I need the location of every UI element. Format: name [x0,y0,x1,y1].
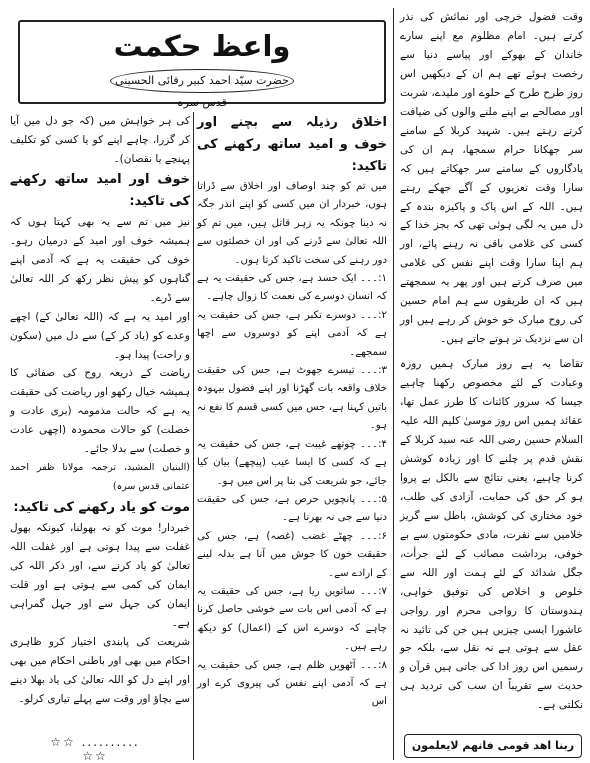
section-heading-death: موت کو یاد رکھنے کی تاکید: [13,500,190,516]
right-paragraph-2: تقاضا یہ ہے روز مبارک ہمیں روزہ وعبادت کے لئے مخصوص رکھنا چاہیے جیسا کہ سرور کائنات کا طرز عمل تھا، عقائد ہمیں اس روز موسیٰ کلیم اللہ علیہ السلام حسین رضی اللہ عنہ سید کربلا کے نقش قدم پر چلنے کا اور زیادہ کوشش کرنا چاہیے، یعنی نتائج سے بالکل بے پروا ہو کر حق کی حمایت، آزادی کی طلب، خود مختاری کی کوشش، باطل سے گریز خلامیں سے نفرت، مادی حکومتوں سے بے خوفی، برداشت مصائب کے لئے جرأت، جگل شدائد کے لئے ہمت اور اللہ سے خلوص و اخلاص کی توفیق خواہی، ہندوستان کا رواجی محرم اور رواجی عاشورا ایسی چیزیں ہیں جن کی تائید نہ عقل سے ہوتی ہے نہ نقل سے، بلکہ جو رسمیں اس روز ادا کی جاتی ہیں قرآن و حدیث سے تقریباً ان سب کی تردید ہی نکلتی ہے۔ [400,358,583,712]
left-paragraph: ریاضت کے ذریعہ روح کی صفائی کا ہمیشہ خیال رکھو اور ریاضت کی حقیقت یہ ہے کہ حالت مذمومہ (بری عادت و خصلت) کو حالات محمودہ (اچھی عادت و خصلت) سے بدلا جائے۔ [10,367,190,456]
right-paragraph-1: وقت فضول خرچی اور نمائش کی نذر کرتے ہیں۔ امام مظلوم مع اپنے سارے خاندان کے بھوکے اور پیاسے دنیا سے رخصت ہوئے تھے ہم ان کے دیکھیں اس روز طرح طرح کے حلوے اور ملیدے، شربت اور مصالحے بے اپنے ملنے والوں کی ضیافت کرتے رہتے ہیں۔ شہید کربلا کے سامنے سر جھکانا حرام سمجھا، ہم ان کی یادگاروں کے سامنے سر جھکاتے ہیں کہ سارا وقت تعزیوں کے آگے جھکے رہتے ہیں۔ اللہ کے اس پاک و پاکیزہ بندہ کے دل میں یہ لگی ہوئی تھی کہ بجز خدا کے کسی کی غلامی باقی نہ رہنے پائے، اور ہم اپنا سارا وقت اپنے نفس کی غلامی میں صرف کرتے ہیں اور پھر یہ سمجھتے ہیں کہ ان طریقوں سے ہم امام حسین کی روح مبارک خو خوش کر رہے ہیں اور ان سے نزدیک تر ہوتے جاتے ہیں۔ [400,11,583,346]
list-item: ۱:۔۔۔ ایک حسد ہے، جس کی حقیقت یہ ہے کہ انسان دوسرے کی نعمت کا زوال چاہے۔ [197,273,387,303]
left-paragraph: نیز میں تم سے یہ بھی کہتا ہوں کہ ہمیشہ خوف اور امید کے درمیان رہو۔ خوف کی حقیقت یہ ہے کہ آدمی اپنے گناہوں کو پیش نظر رکھ کر اللہ تعالیٰ سے ڈرے۔ [10,215,190,304]
list-item: ۲:۔۔۔ دوسرے تکبر ہے، جس کی حقیقت یہ ہے کہ آدمی اپنے کو دوسروں سے اچھا سمجھے۔ [197,309,387,358]
left-paragraph-continuation: کی ہر خواہش میں (کہ جو دل میں آیا کر گزرا، چاہے اپنے کو یا کسی کو تکلیف پہنچے یا نقصان)۔ [10,115,190,165]
left-paragraph: شریعت کی پابندی اختیار کرو ظاہری احکام میں بھی اور باطنی احکام میں بھی اور اپنے دل کو اللہ تعالیٰ کی یاد بھلا دینے سے بچاؤ اور وقت سے پہلے تیاری کرلو۔ [10,635,190,705]
page-title: واعظ حکمت [113,29,291,63]
citation: (البنیان المشید، ترجمہ مولانا ظفر احمد عثمانی قدس سرہ) [10,462,190,493]
list-item: ۳:۔۔۔ تیسرے جھوٹ ہے، جس کی حقیقت خلاف واقعہ بات گھڑنا اور اپنے فضول بیہودہ باتیں کہنا ہے، جس میں کسی قسم کا نفع نہ ہو۔ [197,365,387,432]
section-heading-fear-hope: خوف اور امید ساتھ رکھنے کی تاکید: [10,171,190,209]
middle-heading: اخلاق رذیلہ سے بچنے اور خوف و امید ساتھ رکھنے کی تاکید: [197,115,387,174]
right-column [400,8,583,715]
column-divider [393,8,394,760]
middle-paragraph-intro: میں تم کو چند اوصاف اور اخلاق سے ڈراتا ہوں، خبردار ان میں کسی کو اپنے اندر جگہ نہ دینا چونکہ یہ زہر قاتل ہیں، میں تم کو اللہ تعالیٰ سے ڈرنے کی اور ان خصلتوں سے دور رہنے کی سخت تاکید کرتا ہوں۔ [197,181,387,266]
left-paragraph: خبردار! موت کو نہ بھولنا، کیونکہ بھول غفلت سے پیدا ہوتی ہے اور غفلت اللہ تعالیٰ کو یاد کرنے سے، اور ذکر اللہ کی ایمان کی کمی سے ہوتی ہے اور قلت ایمان کی جہل سے اور جہل گمراہی ہے۔ [10,522,190,629]
left-column [10,112,190,709]
footer-quote-box: ربنا اھد قومی فانھم لایعلمون [404,734,582,758]
end-stars: ☆☆ .......... ☆☆ [50,735,140,763]
masthead-box [18,20,386,109]
list-item: ۵:۔۔۔ پانچویں حرص ہے، جس کی حقیقت دنیا سے جی نہ بھرنا ہے۔ [197,493,387,524]
left-paragraph: اور امید یہ ہے کہ (اللہ تعالیٰ کے) اچھے وعدے کو (یاد کر کے) سے دل میں (سکون و راحت) پیدا ہو۔ [10,310,190,361]
list-item: ۷:۔۔۔ ساتویں ریا ہے، جس کی حقیقت یہ ہے کہ آدمی اس بات سے خوشی حاصل کرنا چاہے کہ دوسرے اس کے (اعمال) کو دیکھ رہے ہیں۔ [197,585,387,653]
middle-column [197,112,387,712]
list-item: ۴:۔۔۔ چوتھے غیبت ہے، جس کی حقیقت یہ ہے کہ کسی کا ایسا عیب (پیچھے) بیان کیا جائے، جو شریعت کی بنا پر اس میں ہو۔ [197,438,387,487]
list-item: ۸:۔۔۔ آٹھویں ظلم ہے، جس کی حقیقت یہ ہے کہ آدمی اپنے نفس کی پیروی کرے اور اس [197,659,387,708]
author-oval: حضرت سیّد احمد کبیر رفائی الحسینی قدس سرہ [110,69,294,93]
column-divider [193,112,194,760]
list-item: ۶:۔۔۔ چھٹے غضب (غصہ) ہے، جس کی حقیقت خون کا جوش میں آنا ہے بدلہ لینے کے ارادے سے۔ [197,530,387,579]
